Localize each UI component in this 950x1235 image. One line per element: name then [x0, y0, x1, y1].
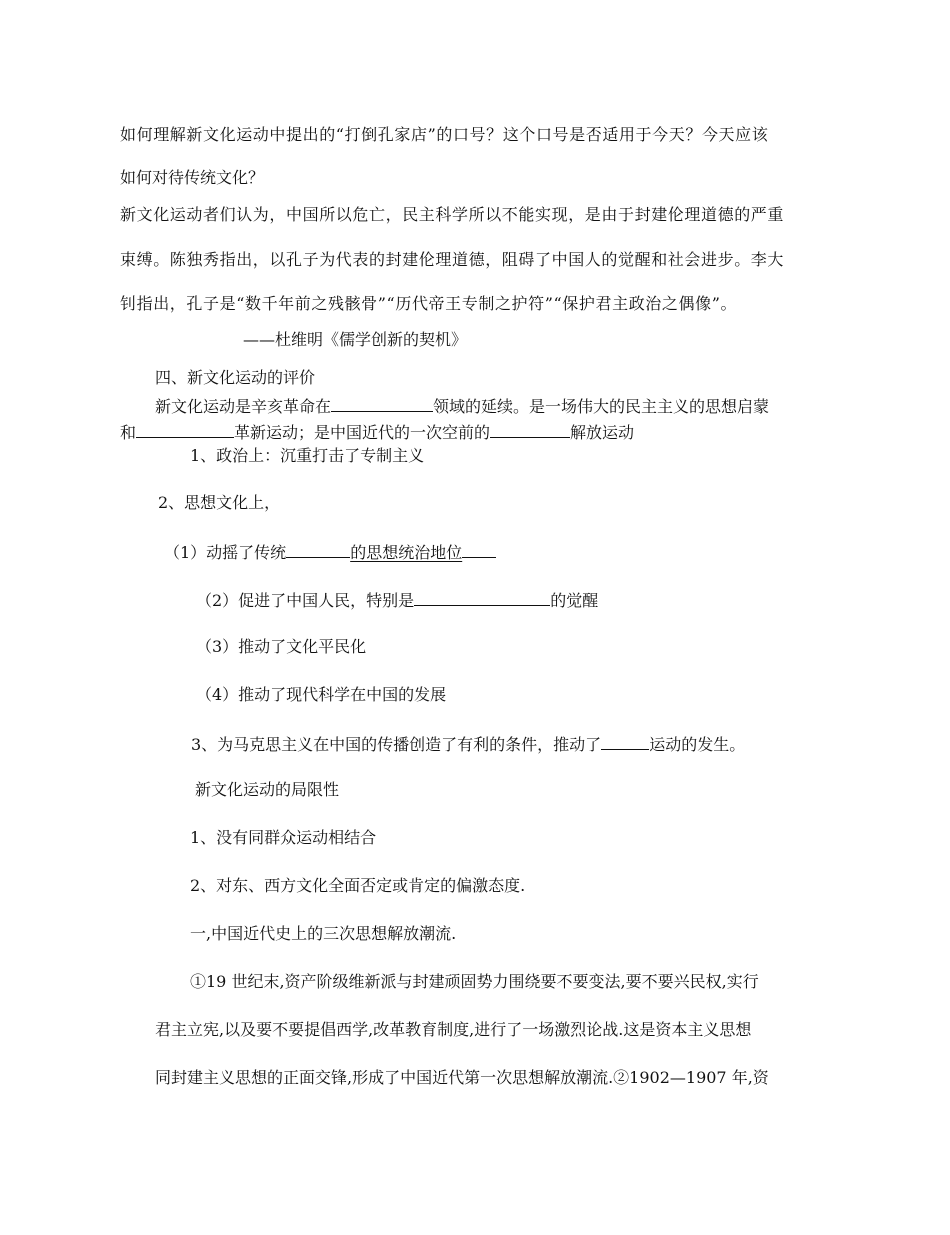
question-line-1: 如何理解新文化运动中提出的“打倒孔家店”的口号？这个口号是否适用于今天？今天应该	[120, 125, 769, 144]
evaluation-point-2: 2、思想文化上，	[158, 493, 281, 512]
evaluation-intro-text-e: 解放运动	[570, 423, 635, 442]
limitations-item-2: 2、对东、西方文化全面否定或肯定的偏激态度.	[190, 876, 526, 895]
material-line-2: 束缚。陈独秀指出，以孔子为代表的封建伦理道德，阻碍了中国人的觉醒和社会进步。李大	[120, 250, 785, 269]
fill-blank-1[interactable]	[331, 395, 433, 412]
evaluation-intro-line-2	[120, 421, 634, 441]
material-line-3: 钊指出，孔子是“数千年前之残骸骨”“历代帝王专制之护符”“保护君主政治之偶像”。	[120, 294, 738, 313]
evaluation-sub-2	[196, 589, 598, 609]
evaluation-sub-2-text-b: 的觉醒	[550, 591, 599, 610]
evaluation-sub-2-text-a: （2）促进了中国人民，特别是	[196, 591, 415, 610]
fill-blank-5[interactable]	[414, 589, 550, 606]
evaluation-intro-text-c: 和	[120, 423, 137, 442]
evaluation-sub-1-text-b: 的思想统治地位	[350, 543, 463, 562]
evaluation-intro-text-b: 领域的延续。是一场伟大的民主主义的思想启蒙	[433, 397, 770, 416]
tides-line-1: ①19 世纪末,资产阶级维新派与封建顽固势力围绕要不要变法,要不要兴民权,实行	[190, 972, 759, 991]
evaluation-sub-4: （4）推动了现代科学在中国的发展	[196, 685, 447, 704]
limitations-heading: 新文化运动的局限性	[195, 780, 340, 799]
evaluation-sub-1	[164, 541, 496, 561]
tides-line-2: 君主立宪,以及要不要提倡西学,改革教育制度,进行了一场激烈论战.这是资本主义思想	[155, 1020, 752, 1039]
evaluation-intro-line-1	[155, 395, 769, 415]
question-line-2: 如何对待传统文化？	[120, 168, 265, 187]
evaluation-point-3-text-a: 3、为马克思主义在中国的传播创造了有利的条件，推动了	[191, 735, 602, 754]
tides-line-3: 同封建主义思想的正面交锋,形成了中国近代第一次思想解放潮流.②1902—1907 年,资	[155, 1068, 769, 1087]
tides-heading: 一,中国近代史上的三次思想解放潮流.	[190, 924, 457, 943]
evaluation-point-3	[191, 733, 745, 753]
fill-blank-3[interactable]	[490, 421, 570, 438]
evaluation-sub-3: （3）推动了文化平民化	[196, 637, 367, 656]
evaluation-point-3-text-b: 运动的发生。	[649, 735, 746, 754]
evaluation-sub-1-text-a: （1）动摇了传统	[164, 543, 287, 562]
material-line-1: 新文化运动者们认为，中国所以危亡，民主科学所以不能实现，是由于封建伦理道德的严重	[120, 205, 785, 224]
evaluation-intro-text-d: 革新运动；是中国近代的一次空前的	[234, 423, 491, 442]
evaluation-intro-text-a: 新文化运动是辛亥革命在	[155, 397, 332, 416]
evaluation-point-1: 1、政治上：沉重打击了专制主义	[190, 446, 425, 465]
limitations-item-1: 1、没有同群众运动相结合	[190, 828, 377, 847]
fill-blank-6[interactable]	[601, 733, 649, 750]
fill-blank-4-tail	[462, 541, 496, 558]
evaluation-heading: 四、新文化运动的评价	[155, 368, 316, 387]
material-source: ——杜维明《儒学创新的契机》	[243, 330, 468, 349]
fill-blank-4[interactable]	[286, 541, 350, 558]
fill-blank-2[interactable]	[136, 421, 234, 438]
